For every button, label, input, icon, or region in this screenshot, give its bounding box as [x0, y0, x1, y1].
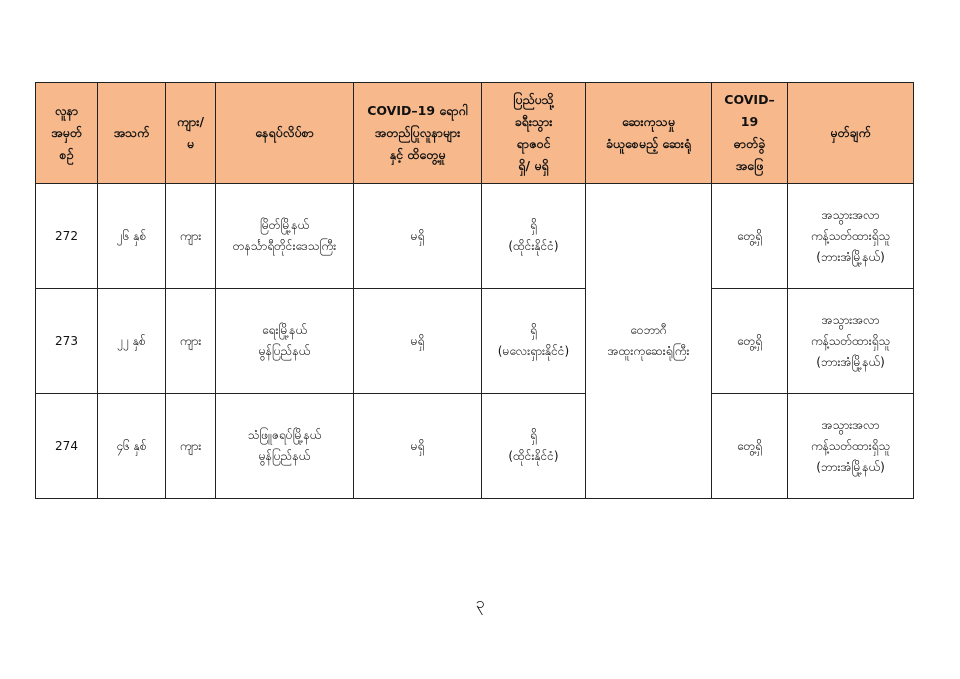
cell-travel-history: ရှိ (ထိုင်းနိုင်ငံ) — [482, 184, 586, 289]
cell-sex: ကျား — [166, 394, 216, 499]
table-row — [36, 394, 914, 499]
cell-test-result: တွေ့ရှိ — [712, 394, 788, 499]
header-travel-history: ပြည်ပသို့ ခရီးသွား ရာဇဝင် ရှိ/ မရှိ — [482, 83, 586, 184]
cell-age: ၂၆ နှစ် — [98, 184, 166, 289]
cell-contact: မရှိ — [354, 184, 482, 289]
header-row — [36, 83, 914, 184]
cell-test-result: တွေ့ရှိ — [712, 184, 788, 289]
cell-remark: အသွားအလာ ကန့်သတ်ထားရှိသူ (ဘားအံမြို့နယ်) — [788, 184, 914, 289]
cell-age: ၂၂ နှစ် — [98, 289, 166, 394]
cell-age: ၄၆ နှစ် — [98, 394, 166, 499]
cell-remark: အသွားအလာ ကန့်သတ်ထားရှိသူ (ဘားအံမြို့နယ်) — [788, 394, 914, 499]
page-number: ၃ — [475, 593, 485, 612]
cell-contact: မရှိ — [354, 394, 482, 499]
cell-sex: ကျား — [166, 289, 216, 394]
header-test-result: COVID–19 ဓာတ်ခွဲ အဖြေ — [712, 83, 788, 184]
cell-case-no: 273 — [36, 289, 98, 394]
cell-remark: အသွားအလာ ကန့်သတ်ထားရှိသူ (ဘားအံမြို့နယ်) — [788, 289, 914, 394]
cell-test-result: တွေ့ရှိ — [712, 289, 788, 394]
header-sex: ကျား/ မ — [166, 83, 216, 184]
cell-hospital: ဝေဘာဂီ အထူးကုဆေးရုံကြီး — [586, 184, 712, 499]
header-hospital: ဆေးကုသမှု ခံယူစေမည့် ဆေးရုံ — [586, 83, 712, 184]
cell-address: သံဖြူဇရပ်မြို့နယ် မွန်ပြည်နယ် — [216, 394, 354, 499]
header-case-no: လူနာ အမှတ် စဉ် — [36, 83, 98, 184]
cell-address: မြိတ်မြို့နယ် တနင်္သာရီတိုင်းဒေသကြီး — [216, 184, 354, 289]
cell-address: ရေးမြို့နယ် မွန်ပြည်နယ် — [216, 289, 354, 394]
cell-contact: မရှိ — [354, 289, 482, 394]
table-row — [36, 289, 914, 394]
cell-case-no: 272 — [36, 184, 98, 289]
header-age: အသက် — [98, 83, 166, 184]
cell-sex: ကျား — [166, 184, 216, 289]
header-remark: မှတ်ချက် — [788, 83, 914, 184]
cell-case-no: 274 — [36, 394, 98, 499]
header-contact: COVID–19 ရောဂါ အတည်ပြုလူနာများ နှင့် ထိတွေ့မှု — [354, 83, 482, 184]
cases-table — [35, 82, 914, 499]
table-row — [36, 184, 914, 289]
cell-travel-history: ရှိ (ထိုင်းနိုင်ငံ) — [482, 394, 586, 499]
cell-travel-history: ရှိ (မလေးရှားနိုင်ငံ) — [482, 289, 586, 394]
header-address: နေရပ်လိပ်စာ — [216, 83, 354, 184]
